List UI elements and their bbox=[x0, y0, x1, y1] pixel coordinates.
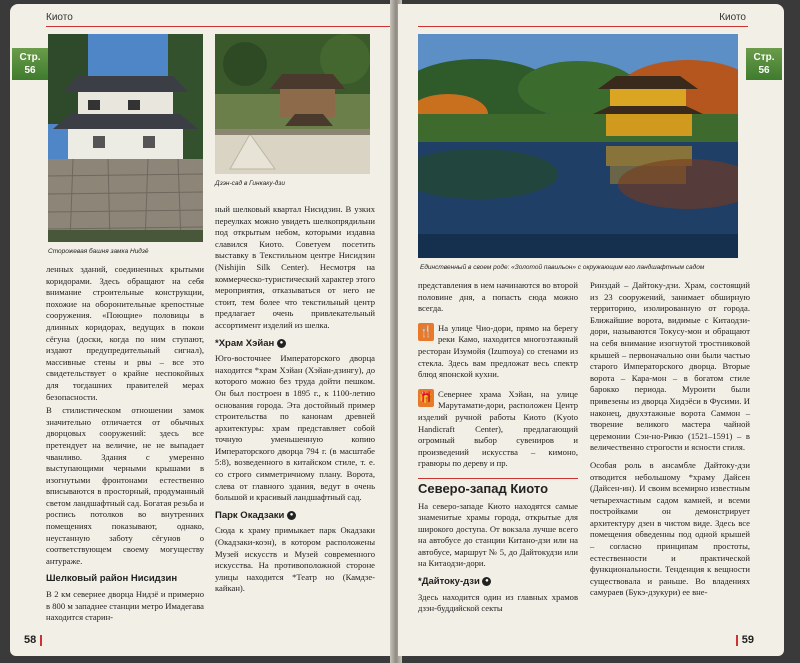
page-number-left bbox=[24, 634, 46, 646]
heading-text: *Дайтоку-дзи bbox=[418, 576, 480, 588]
fork-knife-icon: 🍴 bbox=[418, 323, 434, 341]
left-page bbox=[10, 4, 393, 656]
gift-icon: 🎁 bbox=[418, 389, 434, 407]
heading-daitoku-ji bbox=[418, 576, 578, 588]
photo-golden-pavilion bbox=[418, 34, 738, 258]
caption-golden-pavilion: Единственный в своем роде: «Золотой павильон» с окружающим его ландшафтным садом bbox=[420, 264, 705, 271]
header-rule bbox=[418, 26, 748, 27]
paragraph: В стилистическом отношении замок значительно отличается от обычных дворцовых сооружений: здесь все претендует на величие, не не выпадает чванливо. Здания с умеренно выступающими черными крышами в изогнутыми фронтонами естественно вписываются в просторный, продуманный светом ландшафтный сад. Богатая резьба и роспись потолков во внутренних помещениях показывают, однако, неустанную заботу сёгунов о соответствующем своему могуществу антураже. bbox=[46, 405, 204, 566]
right-page bbox=[398, 4, 784, 656]
right-column-2 bbox=[590, 280, 750, 601]
running-head-right: Киото bbox=[719, 12, 746, 23]
paragraph: Здесь находится один из главных храмов дзэн-буддийской секты bbox=[418, 591, 578, 614]
heading-text: Парк Окадзаки bbox=[215, 509, 285, 521]
page-number-right bbox=[732, 634, 754, 646]
left-column-2 bbox=[215, 204, 375, 597]
page-number-text: 59 bbox=[741, 634, 754, 646]
paragraph: представления в нем начинаются во второй половине дня, а попасть сюда можно всегда. bbox=[418, 280, 578, 314]
running-head-left: Киото bbox=[46, 12, 73, 23]
paragraph: Ринздай – Дайтоку-дзи. Храм, состоящий из 23 сооружений, занимает обширную территорию, изолированную от города. Ближайшие ворота, видимые с Китаодзи-дори, называются Токусу-мон и обращают на себя внимание изогнутой тростниковой крышей – первоначально они были частью старого Императорского дворца. Вторые ворота – Кара-мон – в богатом стиле барокко периода. Муроити были привезены из дворца Хидэёси в Фусими. И наконец, двухэтажные ворота Саммон – творение великого мастера чайной церемонии Сэн-но-Рикю (1521–1591) – в величественно строгости и ясности стиля. bbox=[590, 280, 750, 453]
photo-ginkaku-zen-garden bbox=[215, 34, 370, 174]
left-column-1 bbox=[46, 264, 204, 626]
paragraph: Сюда к храму примыкает парк Окадзаки (Окадзаки-коэн), в котором расположены Музей искусств и Музей современного искусства. На противоположной стороне улицы находится *Театр но (Камдзе-кайкан). bbox=[215, 525, 375, 594]
paragraph: ный шелковый квартал Нисидзин. В узких переулках можно увидеть шелкопрядильни под открытым небом, которыми издавна славился Киото. Советуем посетить выставку в Текстильном центре Нисидзин (Nishijin Silk Center). Несмотря на коммерческо-туристический характер этого мероприятия, отказываться от него не стоит, тем более что текстильный центр предлагает очень привлекательный ассортимент изделий из шелка. bbox=[215, 204, 375, 330]
paragraph: Особая роль в ансамбле Дайтоку-дзи отводится небольшому *храму Дайсен (Дайсен-ин). И своим всемирно известным четырехчастным садом камней, и всеми постройками он демонстрирует архитектуру дзен в чистом виде. Здесь все помещения обведенны под одной крышей – согласно принципам простоты, естественности и практической функциональности. Тенденция к вещности существовала и раньше. Во владениях самураев (Букэ-дзукури) ее вне- bbox=[590, 459, 750, 598]
page-number-bar bbox=[736, 635, 738, 646]
photo-nijo-castle-tower bbox=[48, 34, 203, 242]
tab-number: 56 bbox=[24, 65, 36, 76]
paragraph: ленных зданий, соединенных крытыми коридорами. Здесь обращают на себя внимание строительные конструкции, похожие на оборонительные крепостные сооружения. «Поющие» половицы в длинных коридорах, ведущих в покои сёгуна (доски, когда по ним ступают, издают предупредительный сигнал), массивные стены и рвы – все это свидетельствует о крайне неспокойных для тогдашних правителей мерах безопасности. bbox=[46, 264, 204, 402]
map-marker-icon: ● bbox=[277, 339, 286, 348]
map-marker-icon: ● bbox=[287, 511, 296, 520]
right-column-1 bbox=[418, 280, 578, 617]
heading-okadzaki-park bbox=[215, 510, 375, 522]
heading-heian-shrine bbox=[215, 338, 375, 350]
caption-castle: Сторожевая башня замка Нидзё bbox=[48, 248, 149, 255]
shopping-note bbox=[418, 389, 578, 470]
paragraph-text: На улице Чио-дори, прямо на берегу реки Камо, находится многоэтажный ресторан Изумойя (Izumoya) со стенами из стекла. Здесь вам предложат весь спектр блюд японской кухни. bbox=[418, 322, 578, 380]
page-number-text: 58 bbox=[24, 634, 37, 646]
paragraph: В 2 км севернее дворца Нидзё и примерно в 800 м западнее станции метро Имадегава находится старин- bbox=[46, 589, 204, 623]
page-number-bar bbox=[40, 635, 42, 646]
heading-text: *Храм Хэйан bbox=[215, 337, 275, 349]
tab-label: Стр. bbox=[19, 52, 41, 63]
caption-zen-garden: Дзэн-сад в Гинкаку-дзи bbox=[215, 180, 285, 187]
heading-northwest-kyoto: Северо-запад Киото bbox=[418, 478, 578, 495]
tab-number: 56 bbox=[758, 65, 770, 76]
page-reference-tab bbox=[12, 48, 48, 80]
page-reference-tab bbox=[746, 48, 782, 80]
paragraph: На северо-западе Киото находятся самые знаменитые храмы города, открытые для широкого доступа. От вокзала лучше всего на автобусе до станции Китано-дзи или на автобусе, маршрут № 5, до Дайтокудзи или на Китаодзи-дори. bbox=[418, 500, 578, 569]
map-marker-icon: ● bbox=[482, 577, 491, 586]
paragraph: Юго-восточнее Императорского дворца находится *храм Хэйан (Хэйан-дзингу), до которого можно без труда дойти пешком. Он был построен в 1895 г., к 1100-летию основания города. Эта достойный пример строительства по канонам древней архитектуры: храм представляет собой точную уменьшенную копию Императорского дворца 794 г. (в масштабе 5:8), возведенного в китайском стиле, т. е. со строго симметричному плану. Ворота, слева от главного здания, ведут в очень большой и красивый ландшафтный сад. bbox=[215, 353, 375, 503]
restaurant-note bbox=[418, 323, 578, 381]
header-rule bbox=[46, 26, 391, 27]
tab-label: Стр. bbox=[753, 52, 775, 63]
heading-silk-district: Шелковый район Нисидзин bbox=[46, 573, 178, 585]
paragraph-text: Севернее храма Хэйан, на улице Марутамати-дори, расположен Центр изделий ручной работы Киото (Kyoto Handicraft Center), предлагающий огромный выбор сувениров и произведений искусства – кимоно, гравюры по дереву и пр. bbox=[418, 388, 578, 469]
